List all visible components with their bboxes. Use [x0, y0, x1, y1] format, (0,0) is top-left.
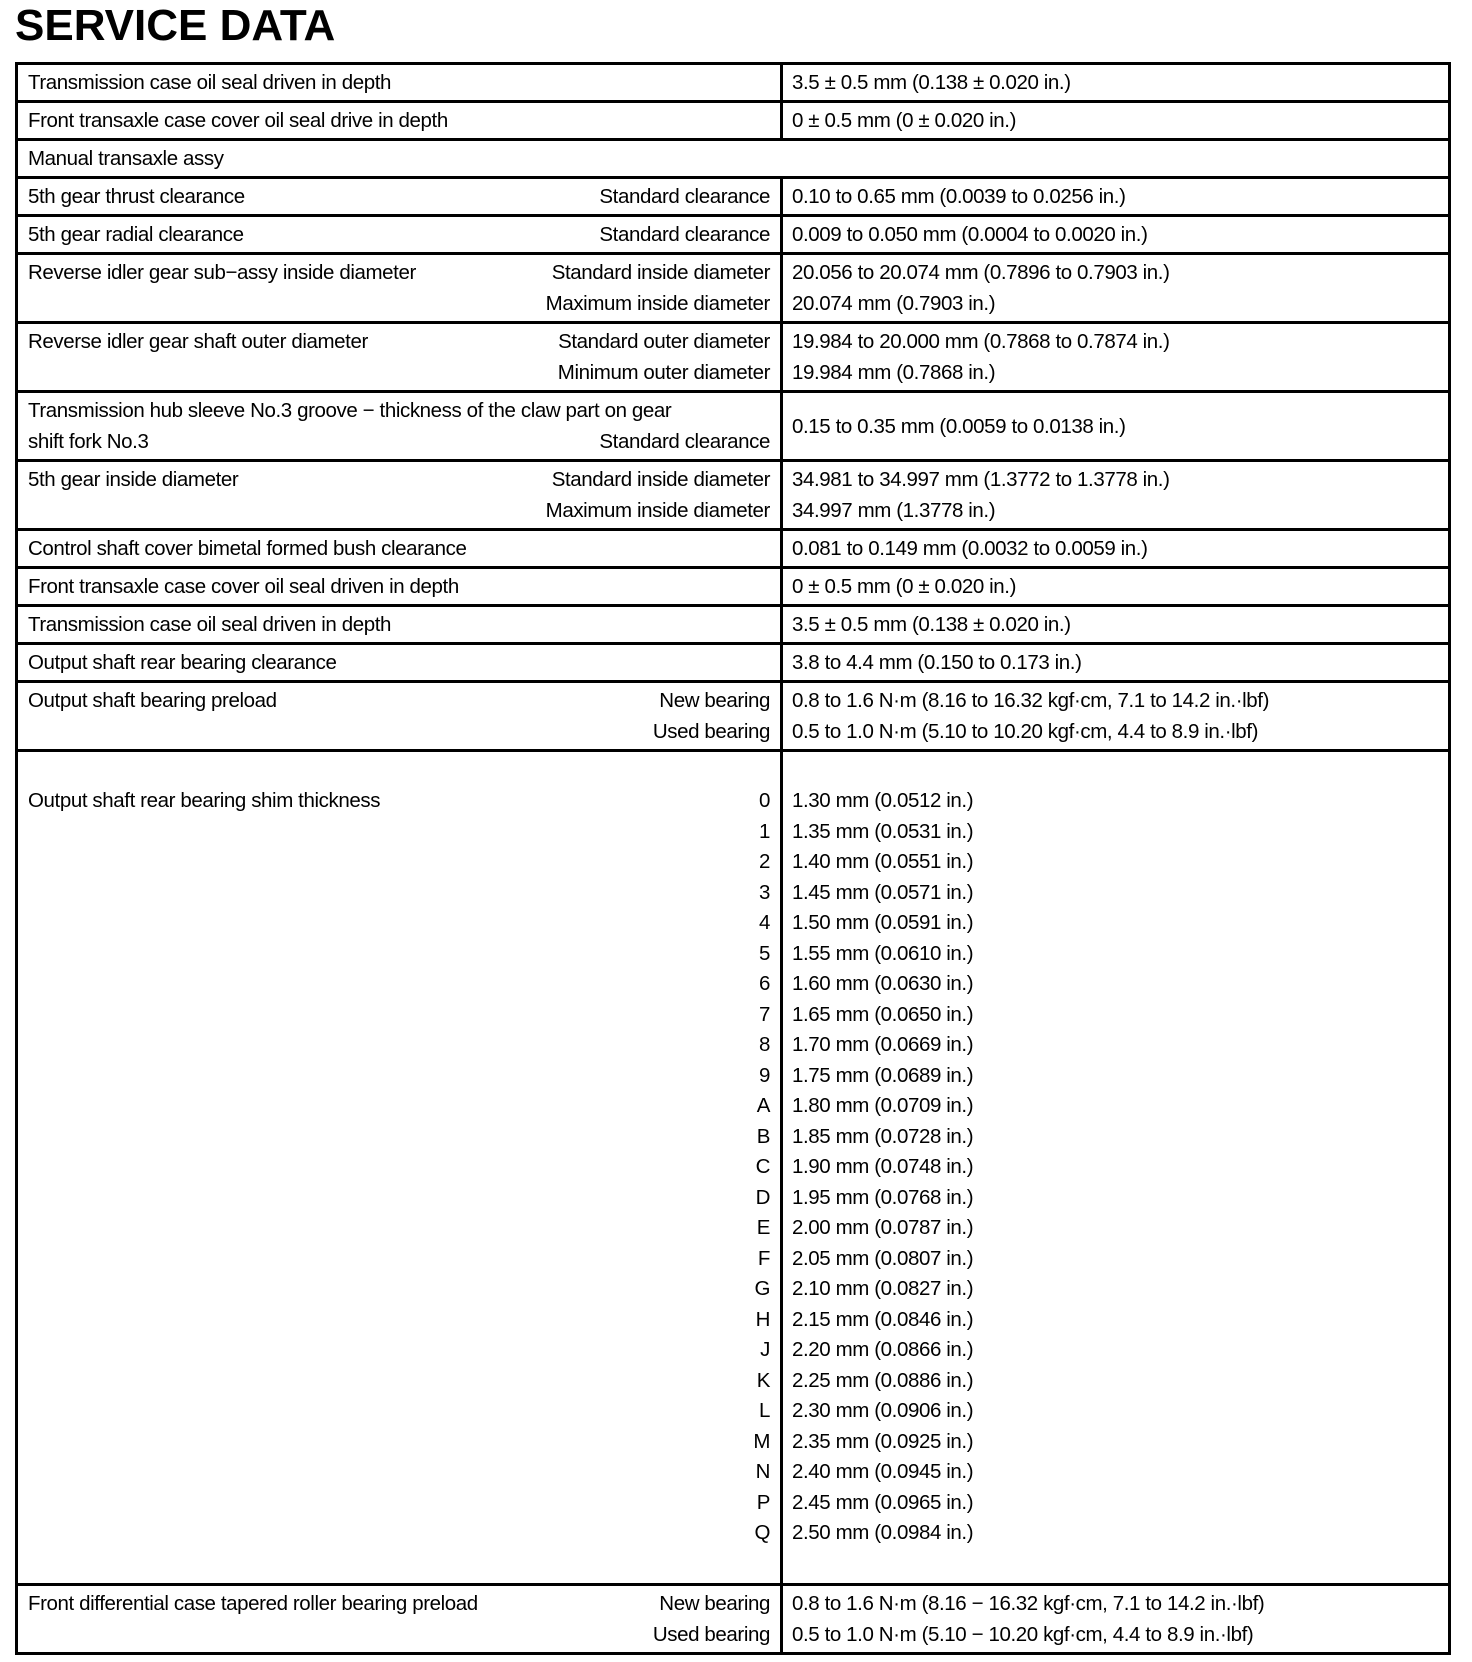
shim-thickness-value: 1.90 mm (0.0748 in.)	[792, 1155, 974, 1178]
item-name: Output shaft bearing preload	[28, 689, 277, 712]
table-row	[17, 461, 1450, 530]
condition-list	[546, 257, 770, 319]
item-name: Front differential case tapered roller bearing preload	[28, 1591, 478, 1615]
shim-code: 5	[758, 941, 770, 965]
item-name: Output shaft rear bearing clearance	[28, 651, 337, 674]
shim-thickness-value: 2.05 mm (0.0807 in.)	[792, 1246, 974, 1270]
item-name: Front transaxle case cover oil seal drive in depth	[28, 109, 448, 132]
table-row	[17, 1584, 1450, 1653]
condition-label: Standard clearance	[599, 223, 770, 246]
spec-value: 3.5 ± 0.5 mm (0.138 ± 0.020 in.)	[792, 71, 1071, 94]
condition-label: Standard clearance	[599, 430, 770, 453]
condition-label: Minimum outer diameter	[557, 361, 770, 384]
table-row	[17, 254, 1450, 323]
shim-code: M	[753, 1429, 770, 1453]
item-name: Output shaft rear bearing shim thickness	[28, 789, 381, 812]
condition-label: Used bearing	[652, 1622, 770, 1646]
item-cell	[17, 323, 782, 392]
shim-thickness-value: 1.50 mm (0.0591 in.)	[792, 911, 974, 934]
item-name: 5th gear thrust clearance	[28, 185, 245, 208]
shim-thickness-value: 2.25 mm (0.0886 in.)	[792, 1368, 974, 1392]
value-cell	[782, 392, 1450, 461]
spec-value: 19.984 to 20.000 mm (0.7868 to 0.7874 in.)	[792, 330, 1170, 353]
shim-code: 0	[758, 789, 770, 812]
spec-value: 0.10 to 0.65 mm (0.0039 to 0.0256 in.)	[792, 185, 1126, 208]
condition-label: New bearing	[659, 689, 770, 712]
shim-code: L	[758, 1399, 770, 1422]
value-cell	[782, 606, 1450, 644]
shim-code: A	[756, 1094, 770, 1117]
table-row	[17, 178, 1450, 216]
shim-thickness-value: 1.40 mm (0.0551 in.)	[792, 850, 974, 873]
shim-thickness-value: 1.70 mm (0.0669 in.)	[792, 1033, 974, 1056]
item-cell	[17, 530, 782, 568]
item-cell	[17, 102, 782, 140]
item-cell	[17, 461, 782, 530]
spec-value: 0.081 to 0.149 mm (0.0032 to 0.0059 in.)	[792, 537, 1148, 560]
table-row-shim-thickness	[17, 751, 1450, 1585]
spec-value: 20.074 mm (0.7903 in.)	[792, 292, 996, 315]
item-cell	[17, 64, 782, 102]
item-cell	[17, 644, 782, 682]
value-cell	[782, 102, 1450, 140]
shim-thickness-value: 2.45 mm (0.0965 in.)	[792, 1490, 974, 1514]
shim-code: J	[760, 1338, 770, 1361]
value-cell	[782, 644, 1450, 682]
item-name: Control shaft cover bimetal formed bush clearance	[28, 537, 467, 560]
shim-code: 8	[758, 1033, 770, 1056]
item-name-line-1: Transmission hub sleeve No.3 groove − thickness of the claw part on gear	[28, 399, 672, 422]
spec-value: 0.009 to 0.050 mm (0.0004 to 0.0020 in.)	[792, 223, 1148, 246]
spec-value: 0.15 to 0.35 mm (0.0059 to 0.0138 in.)	[792, 414, 1126, 438]
item-name: Reverse idler gear shaft outer diameter	[28, 330, 368, 353]
condition-label: Standard inside diameter	[551, 468, 770, 491]
table-row	[17, 682, 1450, 751]
value-cell	[782, 216, 1450, 254]
item-name: 5th gear inside diameter	[28, 468, 239, 491]
shim-thickness-value: 2.50 mm (0.0984 in.)	[792, 1521, 974, 1544]
shim-code: 1	[758, 819, 770, 843]
shim-thickness-value: 2.20 mm (0.0866 in.)	[792, 1338, 974, 1361]
item-cell	[17, 178, 782, 216]
item-cell	[17, 568, 782, 606]
value-cell	[782, 254, 1450, 323]
shim-thickness-value: 2.40 mm (0.0945 in.)	[792, 1460, 974, 1483]
condition-label: Maximum inside diameter	[545, 292, 770, 315]
shim-code: B	[756, 1124, 770, 1148]
condition-label: Used bearing	[652, 720, 770, 743]
shim-code: N	[755, 1460, 770, 1483]
shim-thickness-value: 2.10 mm (0.0827 in.)	[792, 1277, 974, 1300]
shim-code: 6	[758, 972, 770, 995]
table-row	[17, 102, 1450, 140]
shim-thickness-value: 1.75 mm (0.0689 in.)	[792, 1063, 974, 1087]
table-row	[17, 323, 1450, 392]
value-cell	[782, 461, 1450, 530]
shim-code: D	[755, 1185, 770, 1209]
spec-value: 3.5 ± 0.5 mm (0.138 ± 0.020 in.)	[792, 613, 1071, 636]
shim-thickness-value: 1.35 mm (0.0531 in.)	[792, 819, 974, 843]
shim-code: 9	[758, 1063, 770, 1087]
item-cell	[17, 682, 782, 751]
shim-thickness-value: 2.30 mm (0.0906 in.)	[792, 1399, 974, 1422]
shim-thickness-value: 1.30 mm (0.0512 in.)	[792, 789, 974, 812]
spec-value: 0 ± 0.5 mm (0 ± 0.020 in.)	[792, 575, 1017, 598]
shim-code: 2	[758, 850, 770, 873]
item-cell	[17, 392, 782, 461]
shim-thickness-value: 1.60 mm (0.0630 in.)	[792, 972, 974, 995]
shim-code: 3	[758, 880, 770, 904]
service-data-table	[15, 62, 1451, 1655]
condition-label: Standard outer diameter	[558, 330, 770, 353]
shim-thickness-value: 1.65 mm (0.0650 in.)	[792, 1002, 974, 1026]
table-row	[17, 216, 1450, 254]
value-cell	[782, 323, 1450, 392]
item-cell	[17, 606, 782, 644]
shim-thickness-value: 1.85 mm (0.0728 in.)	[792, 1124, 974, 1148]
shim-code: E	[756, 1216, 770, 1239]
condition-list	[546, 464, 770, 526]
spec-value: 19.984 mm (0.7868 in.)	[792, 361, 996, 384]
spec-value: 0.8 to 1.6 N·m (8.16 − 16.32 kgf·cm, 7.1 to 14.2 in.·lbf)	[792, 1591, 1265, 1615]
shim-thickness-value: 2.00 mm (0.0787 in.)	[792, 1216, 974, 1239]
condition-list	[653, 685, 770, 747]
item-name: Transmission case oil seal driven in depth	[28, 613, 392, 636]
table-row	[17, 644, 1450, 682]
section-row	[17, 140, 1450, 178]
item-name: 5th gear radial clearance	[28, 223, 244, 246]
table-row	[17, 530, 1450, 568]
shim-code: 7	[758, 1002, 770, 1026]
shim-code-list	[753, 786, 770, 1549]
value-cell	[782, 568, 1450, 606]
spec-value: 34.997 mm (1.3778 in.)	[792, 499, 996, 522]
shim-code: 4	[758, 911, 770, 934]
spec-value: 34.981 to 34.997 mm (1.3772 to 1.3778 in.)	[792, 468, 1170, 491]
item-cell	[17, 1584, 782, 1653]
value-cell	[782, 751, 1450, 1585]
table-row	[17, 64, 1450, 102]
spec-value: 0.8 to 1.6 N·m (8.16 to 16.32 kgf·cm, 7.1 to 14.2 in.·lbf)	[792, 689, 1270, 712]
item-name: Transmission case oil seal driven in depth	[28, 71, 392, 94]
shim-code: K	[756, 1368, 770, 1392]
table-row	[17, 392, 1450, 461]
condition-label: Maximum inside diameter	[545, 499, 770, 522]
table-row	[17, 568, 1450, 606]
shim-code: H	[755, 1307, 770, 1331]
spec-value: 0.5 to 1.0 N·m (5.10 to 10.20 kgf·cm, 4.4 to 8.9 in.·lbf)	[792, 720, 1259, 743]
shim-thickness-value: 1.95 mm (0.0768 in.)	[792, 1185, 974, 1209]
section-title: Manual transaxle assy	[28, 147, 224, 170]
shim-code: Q	[754, 1521, 770, 1544]
spec-value: 20.056 to 20.074 mm (0.7896 to 0.7903 in.)	[792, 261, 1170, 284]
shim-thickness-value: 2.15 mm (0.0846 in.)	[792, 1307, 974, 1331]
shim-thickness-value: 1.45 mm (0.0571 in.)	[792, 880, 974, 904]
value-cell	[782, 682, 1450, 751]
condition-label: Standard inside diameter	[551, 261, 770, 284]
condition-label: Standard clearance	[599, 185, 770, 208]
table-row	[17, 606, 1450, 644]
spec-value: 0 ± 0.5 mm (0 ± 0.020 in.)	[792, 109, 1017, 132]
item-name: Reverse idler gear sub−assy inside diameter	[28, 261, 416, 284]
shim-code: C	[755, 1155, 770, 1178]
shim-code: P	[756, 1490, 770, 1514]
shim-thickness-value: 1.80 mm (0.0709 in.)	[792, 1094, 974, 1117]
shim-thickness-value: 1.55 mm (0.0610 in.)	[792, 941, 974, 965]
item-cell	[17, 751, 782, 1585]
value-cell	[782, 64, 1450, 102]
condition-list	[653, 1588, 770, 1650]
value-cell	[782, 530, 1450, 568]
shim-thickness-value: 2.35 mm (0.0925 in.)	[792, 1429, 974, 1453]
item-cell	[17, 254, 782, 323]
item-cell	[17, 216, 782, 254]
condition-list	[558, 326, 770, 388]
spec-value: 0.5 to 1.0 N·m (5.10 − 10.20 kgf·cm, 4.4 to 8.9 in.·lbf)	[792, 1622, 1254, 1646]
condition-label: New bearing	[659, 1591, 770, 1615]
spec-value: 3.8 to 4.4 mm (0.150 to 0.173 in.)	[792, 651, 1082, 674]
item-name: Front transaxle case cover oil seal driven in depth	[28, 575, 459, 598]
section-header-cell	[17, 140, 1450, 178]
value-cell	[782, 178, 1450, 216]
item-name-line-2: shift fork No.3	[28, 430, 149, 453]
shim-code: G	[754, 1277, 770, 1300]
value-cell	[782, 1584, 1450, 1653]
page-title: SERVICE DATA	[15, 1, 336, 50]
shim-code: F	[757, 1246, 770, 1270]
